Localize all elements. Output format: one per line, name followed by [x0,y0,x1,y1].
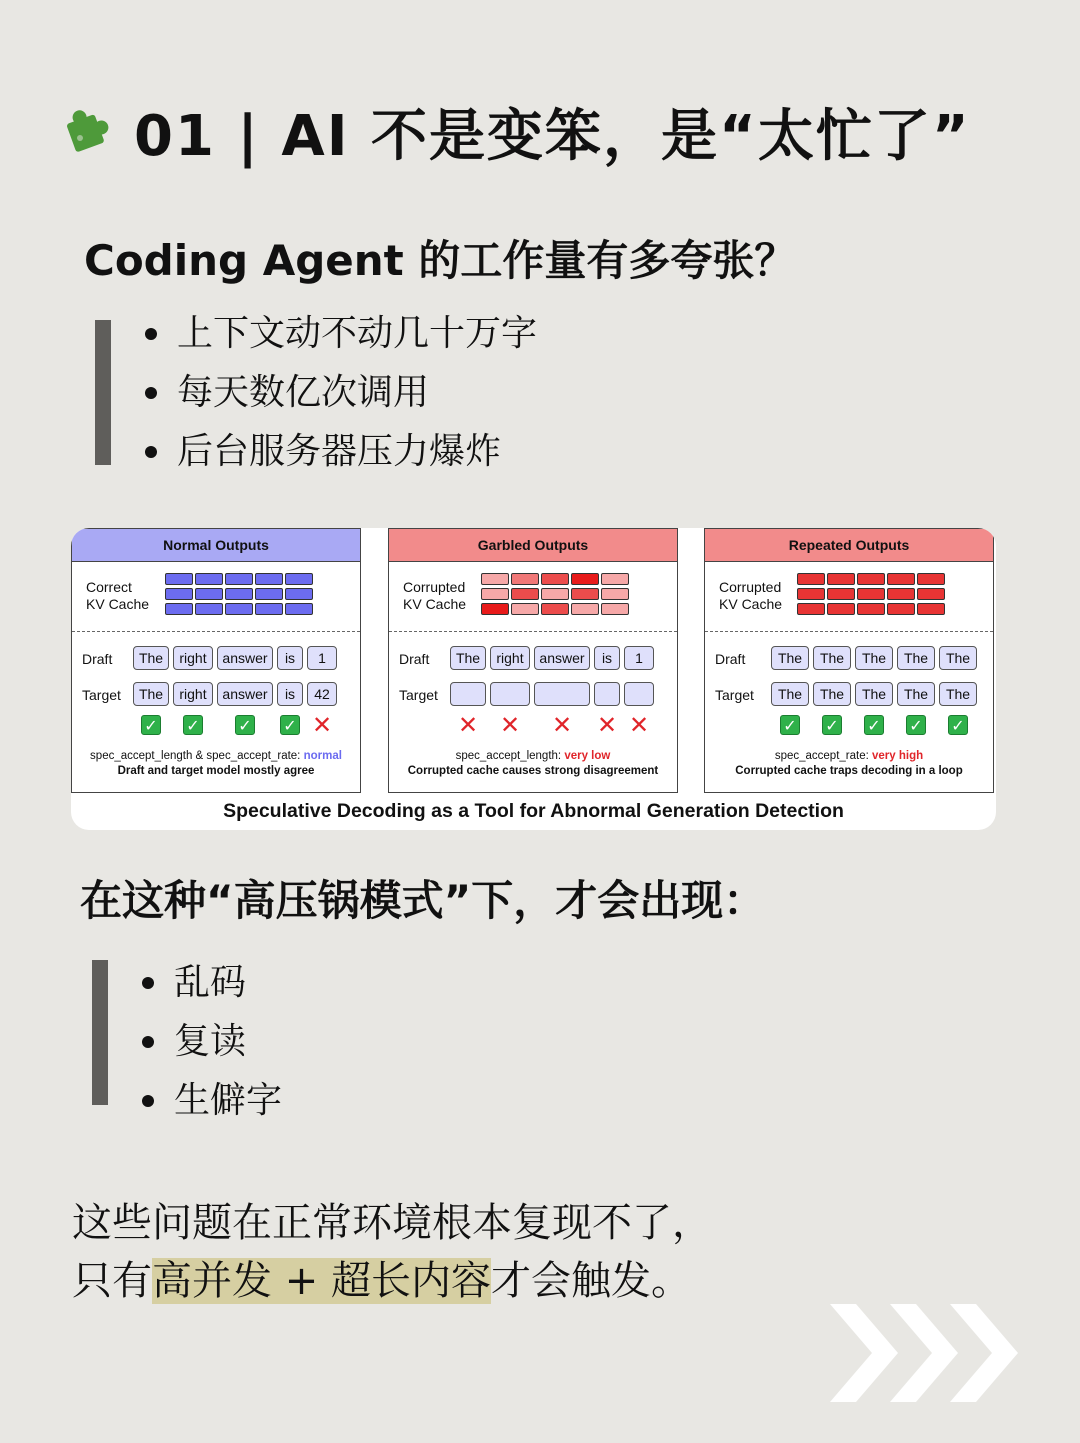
conclusion-paragraph [72,1194,712,1310]
kv-cache-cell [857,588,885,600]
target-label: Target [715,687,754,703]
metric-note [705,750,993,762]
kv-cache-cell [255,603,283,615]
metric-value: very high [872,750,924,762]
metric-name: spec_accept_rate: [774,750,869,762]
kv-cache-cell [827,603,855,615]
kv-cache-cell [195,588,223,600]
kv-cache-cell [571,573,599,585]
kv-cache-cell [571,603,599,615]
target-token: The [855,682,893,706]
target-token: The [897,682,935,706]
kv-label-line: KV Cache [403,596,467,612]
speculative-decoding-figure [71,528,996,830]
draft-token: The [939,646,977,670]
cross-icon: ✕ [597,711,618,739]
kv-cache-cell [541,603,569,615]
draft-token: The [897,646,935,670]
panel-explanation: Corrupted cache causes strong disagreement [407,765,659,777]
kv-cache-cell [225,588,253,600]
kv-cache-cell [195,603,223,615]
check-icon: ✓ [906,715,926,735]
page-title: 01 | AI 不是变笨，是“太忙了” [134,104,971,169]
draft-token: is [594,646,620,670]
draft-token: 1 [624,646,654,670]
list-item: 上下文动不动几十万字 [143,304,537,363]
section-subtitle: Coding Agent 的工作量有多夸张？ [84,236,797,285]
list-item: 生僻字 [140,1071,282,1130]
cross-icon: ✕ [312,711,333,739]
draft-token: answer [217,646,273,670]
puzzle-piece-icon [58,104,114,160]
kv-cache-cell [601,603,629,615]
metric-value: very low [564,750,611,762]
kv-label-line: Correct [86,579,132,595]
target-token-row [133,682,337,706]
kv-cache-cell [601,588,629,600]
kv-cache-cell [195,573,223,585]
metric-note [389,750,677,762]
kv-cache-grid [165,573,317,615]
check-icon: ✓ [183,715,203,735]
divider [705,631,993,632]
panel-garbled-outputs [388,528,678,793]
kv-cache-cell [225,573,253,585]
panel-explanation: Draft and target model mostly agree [117,765,315,777]
target-token [624,682,654,706]
check-icon: ✓ [141,715,161,735]
paragraph-line [72,1252,712,1310]
kv-cache-cell [481,603,509,615]
cross-icon: ✕ [458,711,479,739]
check-icon: ✓ [864,715,884,735]
panel-title: Garbled Outputs [389,529,677,562]
divider [72,631,360,632]
kv-cache-cell [165,603,193,615]
draft-label: Draft [399,651,430,667]
draft-token: The [813,646,851,670]
kv-cache-cell [571,588,599,600]
kv-cache-cell [511,573,539,585]
kv-cache-cell [887,588,915,600]
draft-label: Draft [82,651,113,667]
kv-cache-cell [285,603,313,615]
kv-cache-cell [511,588,539,600]
draft-token: right [173,646,213,670]
kv-label-line: Corrupted [719,579,782,595]
highlighted-text: 高并发 + 超长内容 [152,1258,491,1304]
target-label: Target [399,687,438,703]
kv-cache-cell [917,603,945,615]
target-token: answer [217,682,273,706]
paragraph-text: 才会触发。 [490,1258,691,1304]
kv-cache-cell [797,573,825,585]
kv-cache-cell [511,603,539,615]
target-token [490,682,530,706]
draft-token: answer [534,646,590,670]
paragraph-text: 只有 [72,1258,152,1304]
quote-bar [92,960,108,1105]
draft-token: The [855,646,893,670]
kv-cache-cell [225,603,253,615]
draft-token-row [133,646,337,670]
divider [389,631,677,632]
kv-cache-label [719,579,782,613]
kv-cache-cell [255,588,283,600]
kv-cache-cell [827,588,855,600]
check-icon: ✓ [235,715,255,735]
kv-cache-grid [481,573,633,615]
kv-cache-cell [601,573,629,585]
kv-cache-label [403,579,466,613]
check-icon: ✓ [822,715,842,735]
kv-label-line: KV Cache [86,596,150,612]
kv-cache-cell [857,573,885,585]
target-token [534,682,590,706]
target-token [450,682,486,706]
workload-list [143,304,537,481]
figure-caption: Speculative Decoding as a Tool for Abnormal Generation Detection [223,800,844,822]
panel-title: Normal Outputs [72,529,360,562]
kv-cache-cell [285,573,313,585]
verification-marks [389,711,677,739]
kv-cache-cell [827,573,855,585]
kv-cache-cell [857,603,885,615]
metric-note [72,750,360,762]
kv-cache-cell [541,573,569,585]
kv-cache-cell [917,588,945,600]
kv-cache-cell [887,573,915,585]
kv-cache-label [86,579,149,613]
symptom-list [140,953,282,1130]
kv-cache-cell [541,588,569,600]
kv-cache-cell [481,588,509,600]
target-token: The [133,682,169,706]
draft-token: right [490,646,530,670]
check-icon: ✓ [948,715,968,735]
draft-label: Draft [715,651,746,667]
cross-icon: ✕ [629,711,650,739]
target-label: Target [82,687,121,703]
quote-bar [95,320,111,465]
draft-token-row [771,646,977,670]
check-icon: ✓ [780,715,800,735]
target-token-row [450,682,654,706]
kv-cache-cell [917,573,945,585]
kv-cache-cell [887,603,915,615]
kv-cache-cell [255,573,283,585]
target-token: 42 [307,682,337,706]
triple-chevron-right-icon [826,1300,1022,1406]
kv-label-line: KV Cache [719,596,783,612]
metric-value: normal [303,750,342,762]
check-icon: ✓ [280,715,300,735]
kv-cache-cell [481,573,509,585]
list-item: 每天数亿次调用 [143,363,537,422]
draft-token: is [277,646,303,670]
draft-token: The [771,646,809,670]
kv-cache-cell [165,588,193,600]
kv-cache-grid [797,573,949,615]
panel-title: Repeated Outputs [705,529,993,562]
panel-explanation: Corrupted cache traps decoding in a loop [735,765,963,777]
paragraph-line: 这些问题在正常环境根本复现不了， [72,1200,712,1246]
target-token: The [771,682,809,706]
kv-cache-cell [797,588,825,600]
panel-repeated-outputs [704,528,994,793]
target-token: right [173,682,213,706]
cross-icon: ✕ [500,711,521,739]
list-item: 乱码 [140,953,282,1012]
page-title-row [58,92,971,172]
target-token-row [771,682,977,706]
kv-cache-cell [285,588,313,600]
draft-token-row [450,646,654,670]
list-item: 后台服务器压力爆炸 [143,422,537,481]
kv-cache-cell [797,603,825,615]
kv-cache-cell [165,573,193,585]
metric-name: spec_accept_length & spec_accept_rate: [90,750,301,762]
kv-label-line: Corrupted [403,579,466,595]
metric-name: spec_accept_length: [455,750,562,762]
target-token: The [813,682,851,706]
draft-token: The [450,646,486,670]
list-item: 复读 [140,1012,282,1071]
draft-token: 1 [307,646,337,670]
target-token: is [277,682,303,706]
cross-icon: ✕ [552,711,573,739]
panel-normal-outputs [71,528,361,793]
verification-marks [72,711,360,739]
verification-marks [705,715,993,737]
target-token: The [939,682,977,706]
section-heading: 在这种“高压锅模式”下，才会出现： [80,876,766,925]
draft-token: The [133,646,169,670]
target-token [594,682,620,706]
